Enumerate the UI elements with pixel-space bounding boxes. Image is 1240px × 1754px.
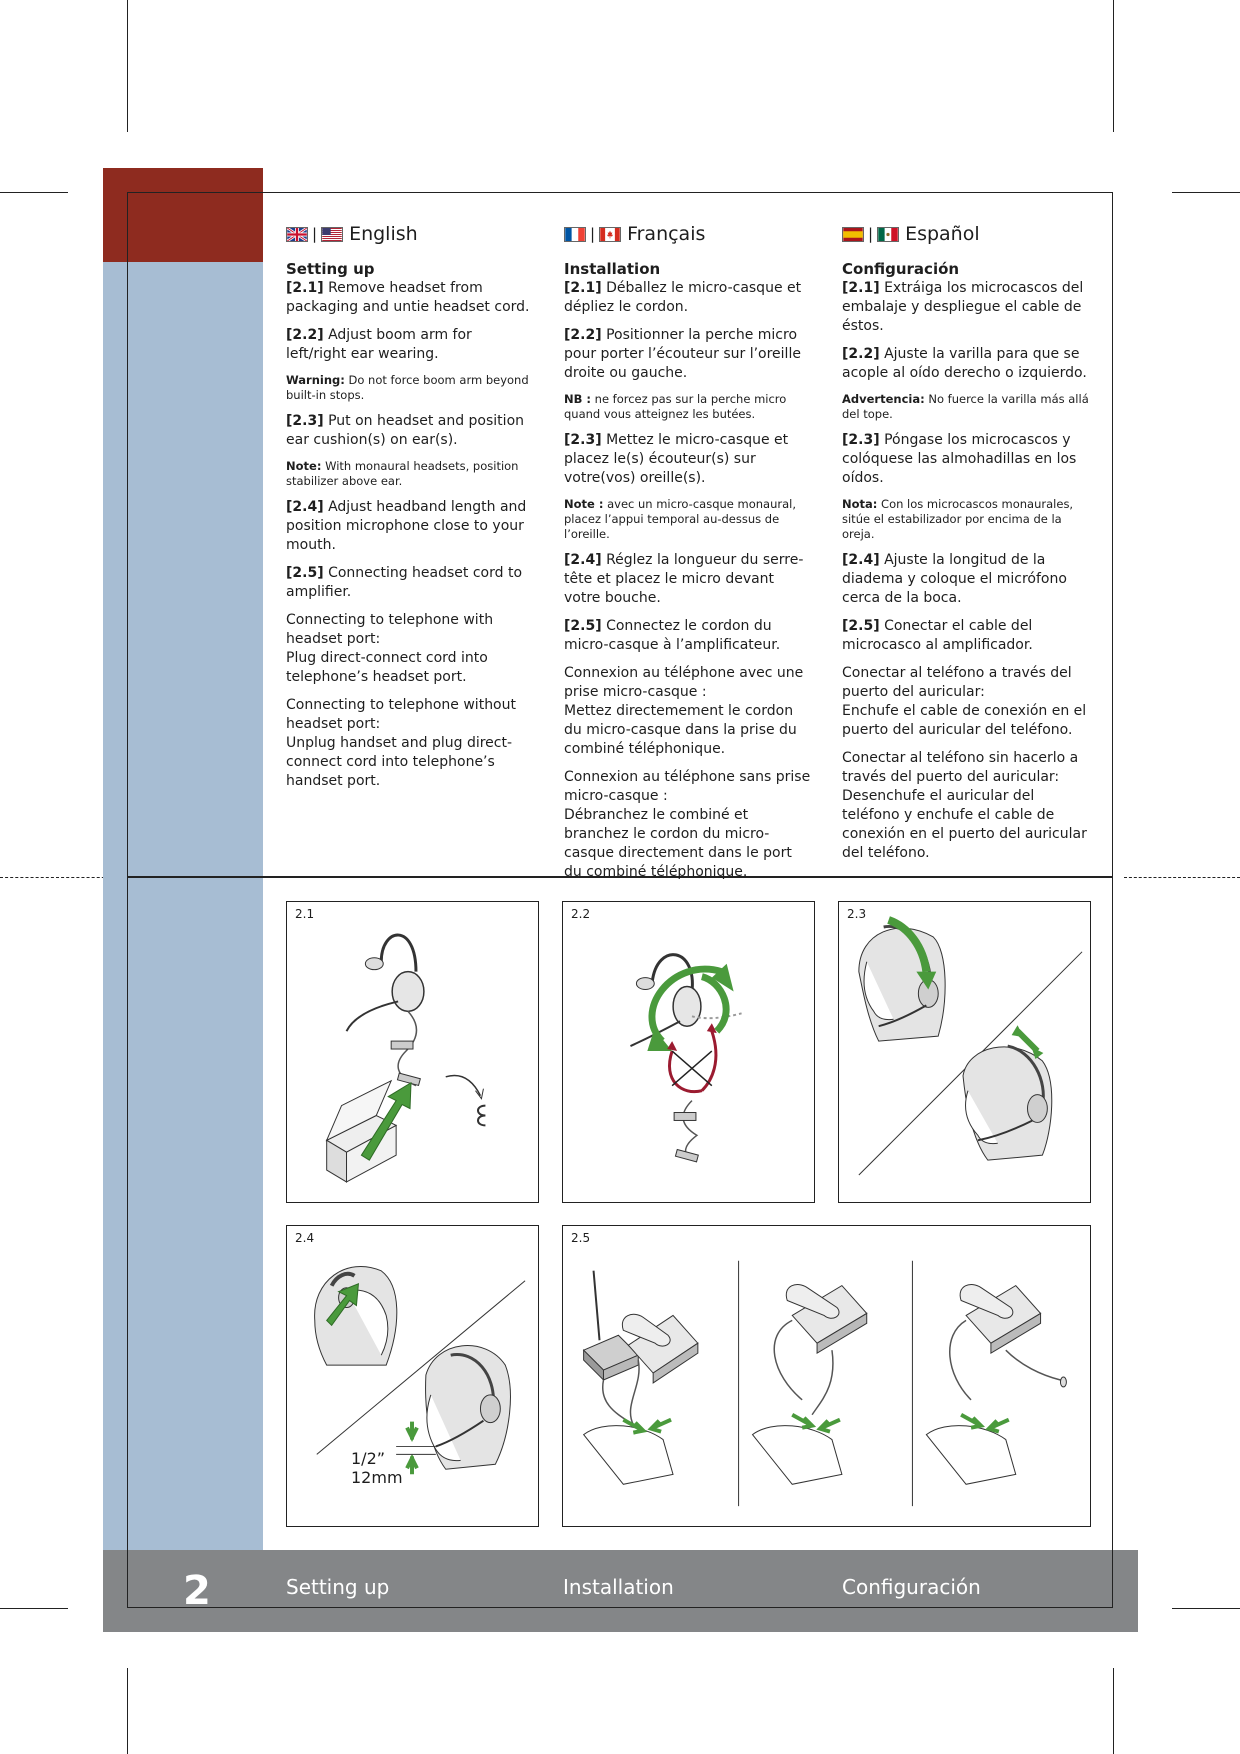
footer-title-spanish: Configuración: [842, 1575, 981, 1599]
crop-mark: [127, 0, 128, 132]
warning-note: Advertencia: No fuerce la varilla más allá del tope.: [842, 392, 1089, 421]
crop-mark: [0, 192, 68, 193]
step-2-3: [2.3] Put on headset and position ear cushion(s) on ear(s).: [286, 413, 525, 448]
canada-flag-icon: [599, 227, 621, 242]
adjust-headband-illustration: [287, 1226, 538, 1526]
step-2-3: [2.3] Póngase los microcascos y colóquese las almohadillas en los oídos.: [842, 432, 1077, 486]
language-name: Español: [905, 222, 980, 245]
mexico-flag-icon: [877, 227, 899, 242]
step-2-5: [2.5] Conectar el cable del microcasco al amplificador.: [842, 618, 1033, 653]
measure-imperial: 1/2”: [351, 1449, 386, 1468]
figure-2-3: [838, 901, 1091, 1203]
column-english: [286, 222, 534, 800]
connect-with-port: Conectar al teléfono a través del puerto del auricular: Enchufe el cable de conexión en el puerto del auricular del teléfono.: [842, 665, 1087, 738]
figure-2-2: [562, 901, 815, 1203]
connect-without-port: Connecting to telephone without headset port: Unplug handset and plug direct-connect cord into telephone’s handset port.: [286, 697, 516, 789]
figure-label: 2.1: [295, 907, 315, 921]
crop-mark: [1113, 0, 1114, 132]
france-flag-icon: [564, 227, 586, 242]
footer-title-english: Setting up: [286, 1575, 390, 1599]
fold-line: [0, 877, 115, 878]
figure-2-5: [562, 1225, 1091, 1527]
note: Nota: Con los microcascos monaurales, sitúe el estabilizador por encima de la oreja.: [842, 497, 1074, 541]
section-title: Setting up: [286, 260, 375, 278]
crop-mark: [1172, 1608, 1240, 1609]
put-on-headset-illustration: [839, 902, 1090, 1202]
connect-without-port: Conectar al teléfono sin hacerlo a través del puerto del auricular: Desenchufe el auricular del teléfono y enchufe el cable de conexión en el puerto del auricular del teléfono.: [842, 750, 1087, 861]
language-name: English: [349, 222, 418, 245]
language-name: Français: [627, 222, 706, 245]
step-2-1: [2.1] Déballez le micro-casque et dépliez le cordon.: [564, 280, 802, 315]
fold-line: [1124, 877, 1240, 878]
step-2-5: [2.5] Connectez le cordon du micro-casque à l’amplificateur.: [564, 618, 781, 653]
uk-flag-icon: [286, 227, 308, 242]
section-title: Installation: [564, 260, 661, 278]
crop-mark: [1113, 1668, 1114, 1754]
connect-cord-illustration: [563, 1226, 1090, 1526]
measure-metric: 12mm: [351, 1468, 403, 1487]
language-header: | Español: [842, 222, 1090, 246]
footer-title-french: Installation: [563, 1575, 674, 1599]
language-header: | English: [286, 222, 534, 246]
section-title: Configuración: [842, 260, 960, 278]
note: Note: With monaural headsets, position stabilizer above ear.: [286, 459, 519, 488]
step-2-1: [2.1] Extráiga los microcascos del embalaje y despliegue el cable de éstos.: [842, 280, 1084, 334]
spain-flag-icon: [842, 227, 864, 242]
figure-label: 2.5: [571, 1231, 591, 1245]
unpack-headset-illustration: [287, 902, 538, 1202]
step-2-5: [2.5] Connecting headset cord to amplifier.: [286, 565, 523, 600]
crop-mark: [0, 1608, 68, 1609]
page-number: 2: [183, 1568, 211, 1614]
step-2-2: [2.2] Positionner la perche micro pour porter l’écouteur sur l’oreille droite ou gauche.: [564, 327, 801, 381]
crop-mark: [1172, 192, 1240, 193]
language-header: | Français: [564, 222, 812, 246]
warning-note: NB : ne forcez pas sur la perche micro quand vous atteignez les butées.: [564, 392, 787, 421]
figure-label: 2.2: [571, 907, 591, 921]
step-2-3: [2.3] Mettez le micro-casque et placez le(s) écouteur(s) sur votre(vos) oreille(s).: [564, 432, 789, 486]
step-2-4: [2.4] Adjust headband length and position microphone close to your mouth.: [286, 499, 527, 553]
step-2-2: [2.2] Ajuste la varilla para que se acople al oído derecho o izquierdo.: [842, 346, 1087, 381]
figure-label: 2.4: [295, 1231, 315, 1245]
step-2-2: [2.2] Adjust boom arm for left/right ear wearing.: [286, 327, 472, 362]
warning-note: Warning: Do not force boom arm beyond built-in stops.: [286, 373, 529, 402]
step-2-1: [2.1] Remove headset from packaging and untie headset cord.: [286, 280, 530, 315]
figure-label: 2.3: [847, 907, 867, 921]
step-2-4: [2.4] Réglez la longueur du serre-tête et placez le micro devant votre bouche.: [564, 552, 804, 606]
crop-mark: [127, 1668, 128, 1754]
figure-2-1: [286, 901, 539, 1203]
us-flag-icon: [321, 227, 343, 242]
connect-without-port: Connexion au téléphone sans prise micro-casque : Débranchez le combiné et branchez le cordon du micro-casque directement dans le port du combiné téléphonique.: [564, 769, 811, 880]
adjust-boom-illustration: [563, 902, 814, 1202]
connect-with-port: Connexion au téléphone avec une prise micro-casque : Mettez directemement le cordon du micro-casque dans la prise du combiné téléphonique.: [564, 665, 804, 757]
note: Note : avec un micro-casque monaural, placez l’appui temporal au-dessus de l’oreille.: [564, 497, 796, 541]
step-2-4: [2.4] Ajuste la longitud de la diadema y coloque el micrófono cerca de la boca.: [842, 552, 1067, 606]
column-french: [564, 222, 812, 891]
figure-2-4: [286, 1225, 539, 1527]
column-spanish: [842, 222, 1090, 872]
connect-with-port: Connecting to telephone with headset port: Plug direct-connect cord into telephone’s headset port.: [286, 612, 494, 685]
